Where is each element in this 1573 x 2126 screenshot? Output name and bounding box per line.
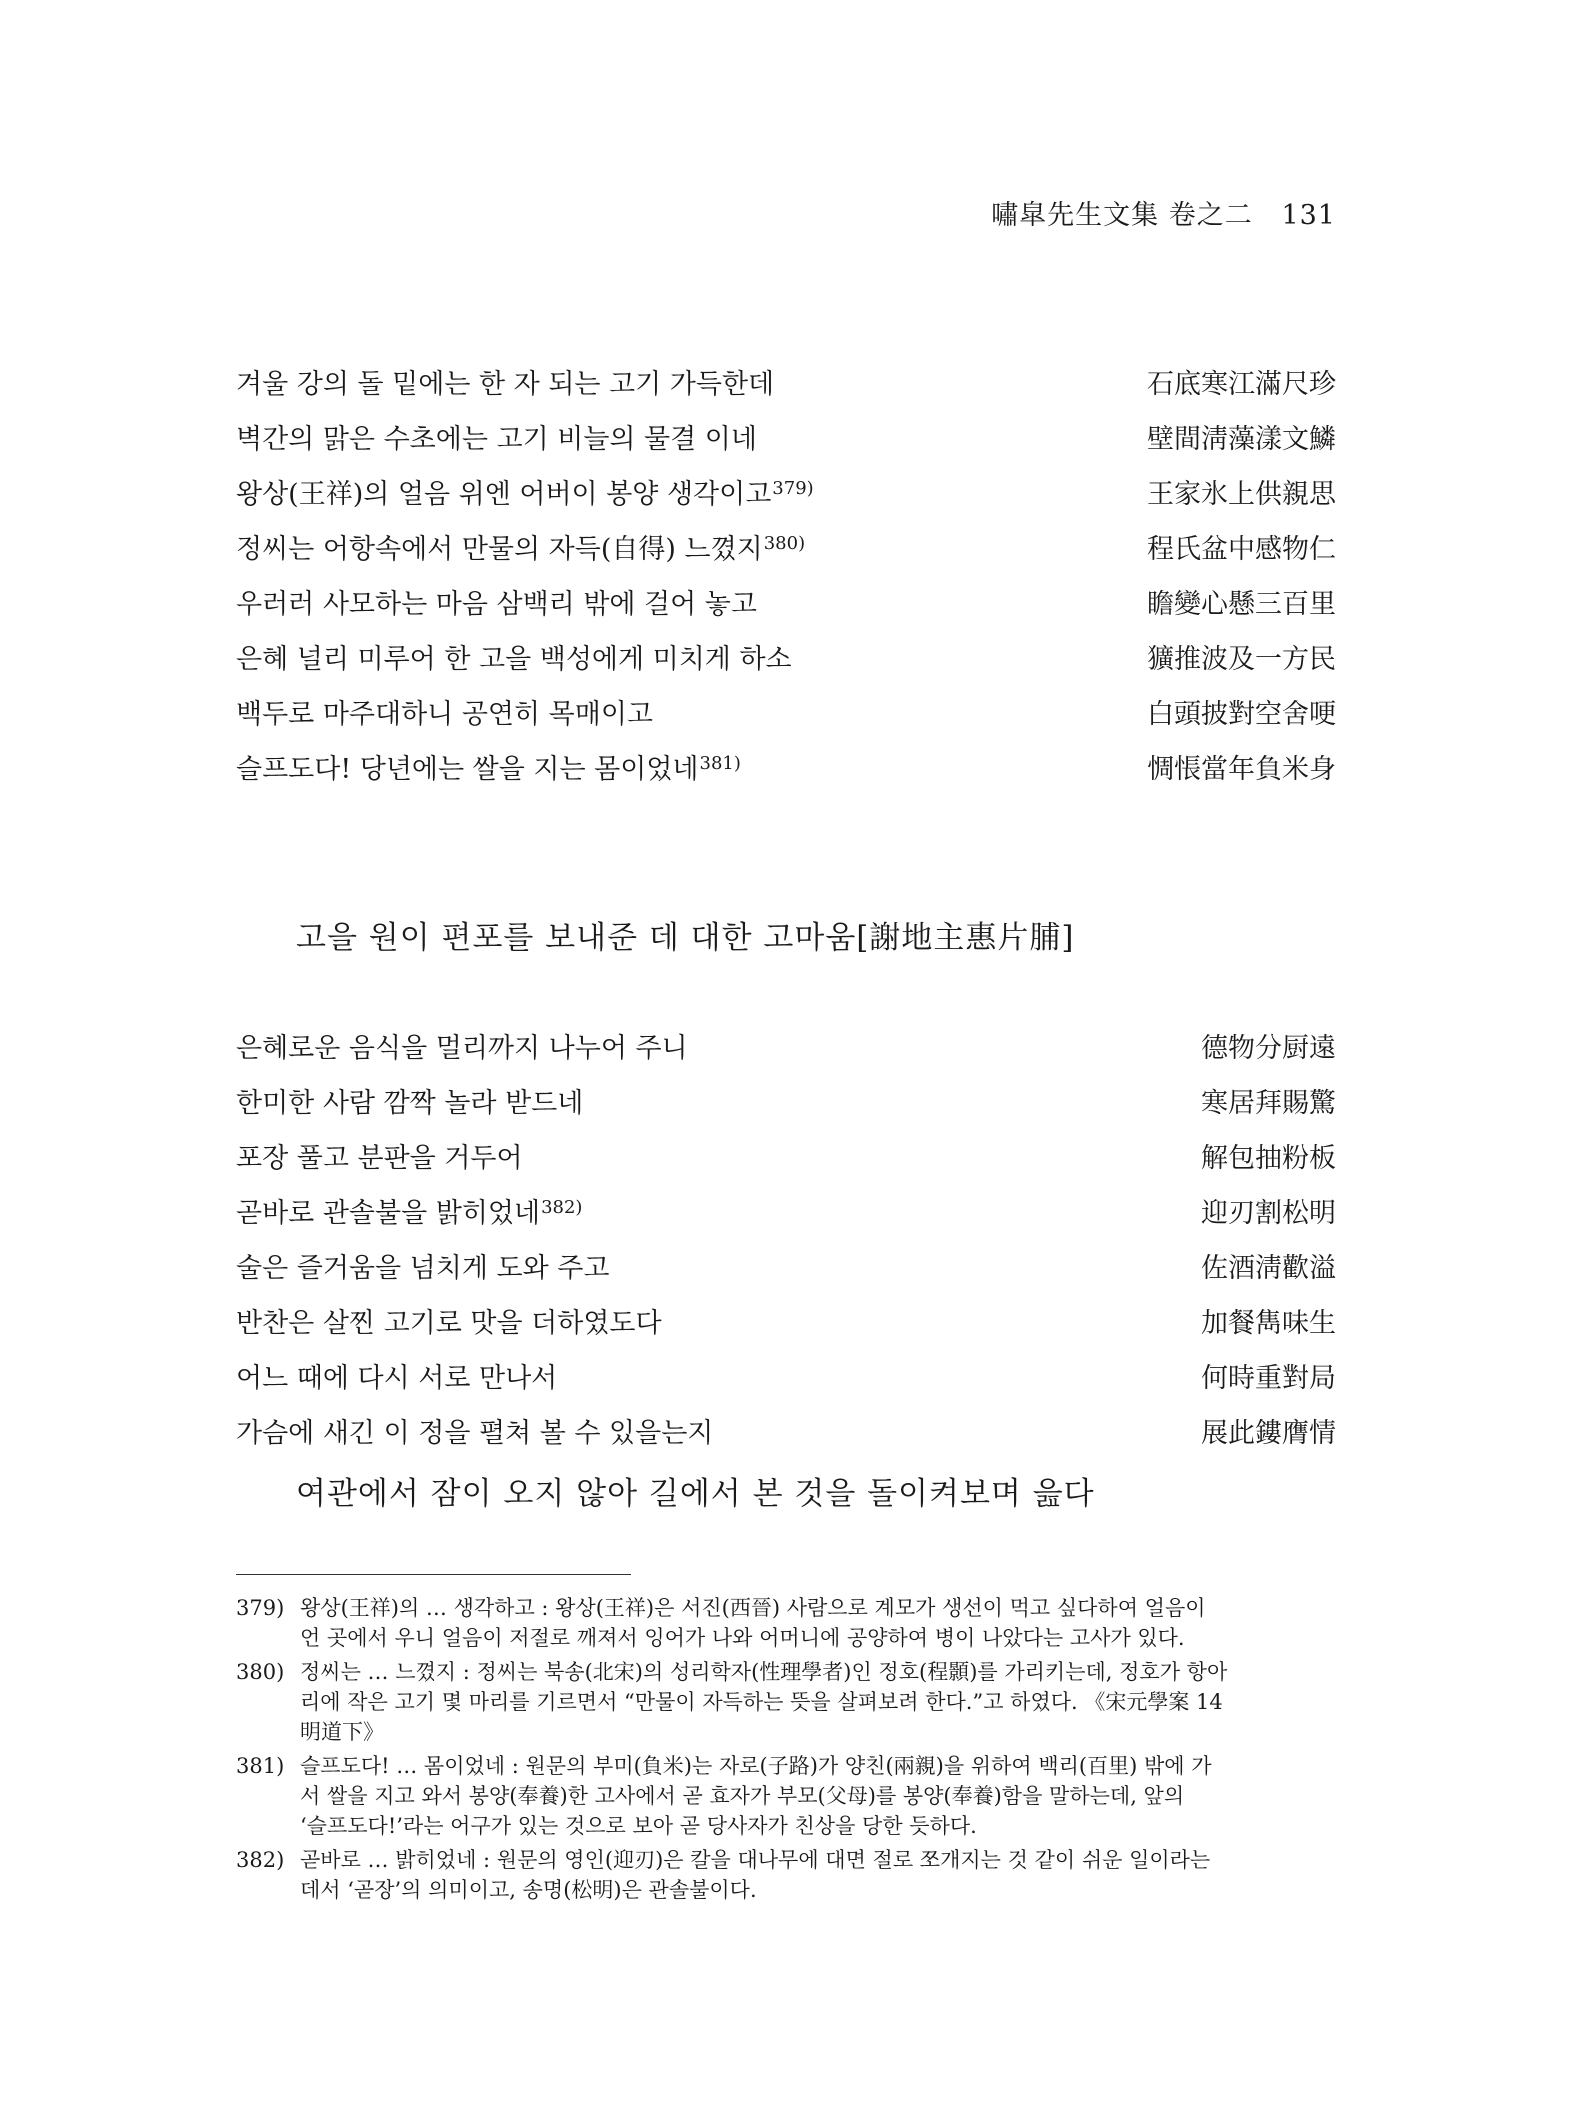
footnote-number: 380) [236,1660,285,1684]
korean-text: 정씨는 어항속에서 만물의 자득(自得) 느꼈지 [236,534,763,565]
footnote-line: 明道下》 [300,1720,384,1744]
korean-verse [236,1131,523,1186]
running-title: 嘯皐先生文集 卷之二 [991,200,1253,231]
korean-text: 은혜로운 음식을 멀리까지 나누어 주니 [236,1033,688,1064]
korean-verse [236,1351,557,1406]
footnote-ref: 380) [763,533,806,554]
hanja-verse: 王家氷上供親思 [1147,479,1336,510]
poem-block-2 [236,1021,1336,1461]
korean-text: 슬프도다! 당년에는 쌀을 지는 몸이었네 [236,754,699,785]
poem-line [236,1076,1336,1131]
hanja-verse: 程氏盆中感物仁 [1147,534,1336,565]
footnote [236,1845,1336,1905]
korean-text: 겨울 강의 돌 밑에는 한 자 되는 고기 가득한데 [236,369,775,400]
hanja-verse: 展此鏤膺情 [1201,1418,1336,1449]
poem-line [236,687,1336,742]
korean-text: 왕상(王祥)의 얼음 위엔 어버이 봉양 생각이고 [236,479,772,510]
korean-text: 가슴에 새긴 이 정을 펼쳐 볼 수 있을는지 [236,1418,714,1449]
poem-line [236,1186,1336,1241]
korean-text: 곧바로 관솔불을 밝히었네 [236,1198,541,1229]
korean-verse [236,412,757,467]
footnote-number: 379) [236,1596,285,1620]
footnote-body [300,1845,1336,1905]
poem-line [236,412,1336,467]
footnote-line: 언 곳에서 우니 얼음이 저절로 깨져서 잉어가 나와 어머니에 공양하여 병이 나았다는 고사가 있다. [300,1626,1185,1650]
korean-verse [236,1406,713,1461]
footnote-line: 정씨는 … 느꼈지 : 정씨는 북송(北宋)의 성리학자(性理學者)인 정호(程顥)를 가리키는데, 정호가 항아 [300,1660,1228,1684]
footnote-body [300,1751,1336,1841]
korean-verse [236,1021,688,1076]
korean-verse [236,577,757,632]
poem-line [236,357,1336,412]
korean-verse [236,687,653,742]
korean-text: 포장 풀고 분판을 거두어 [236,1143,523,1174]
korean-text: 우러러 사모하는 마음 삼백리 밖에 걸어 놓고 [236,589,757,620]
footnote-ref: 381) [699,753,741,774]
hanja-verse: 石底寒江滿尺珍 [1147,369,1336,400]
poem-block-1 [236,357,1336,797]
footnote-line: 곧바로 … 밝히었네 : 원문의 영인(迎刃)은 칼을 대나무에 대면 절로 쪼개지는 것 같이 쉬운 일이라는 [300,1848,1211,1872]
poem-line [236,1351,1336,1406]
hanja-verse: 瞻變心懸三百里 [1147,589,1336,620]
poem-line [236,522,1336,577]
hanja-verse: 壁間淸藻漾文鱗 [1147,424,1336,455]
footnote [236,1657,1336,1747]
footnote-rule [236,1574,631,1575]
korean-text: 백두로 마주대하니 공연히 목매이고 [236,699,653,730]
korean-text: 은혜 널리 미루어 한 고을 백성에게 미치게 하소 [236,644,792,675]
footnote-number: 382) [236,1848,285,1872]
footnote-ref: 382) [541,1197,583,1218]
poem-line [236,1131,1336,1186]
footnote-line: 슬프도다! … 몸이었네 : 원문의 부미(負米)는 자로(子路)가 양친(兩親)을 위하여 백리(百里) 밖에 가 [300,1754,1212,1778]
footnote-line: ‘슬프도다!’라는 어구가 있는 것으로 보아 곧 당사자가 친상을 당한 듯하다. [300,1814,977,1838]
hanja-verse: 何時重對局 [1201,1363,1336,1394]
korean-verse [236,357,774,412]
korean-verse [236,1241,609,1296]
poem-title-2: 여관에서 잠이 오지 않아 길에서 본 것을 돌이켜보며 읊다 [296,1476,1095,1512]
poem-line [236,577,1336,632]
footnote-body [300,1657,1336,1747]
footnotes [236,1593,1336,1909]
korean-verse [236,1296,662,1351]
hanja-verse: 德物分厨遠 [1201,1033,1336,1064]
korean-text: 술은 즐거움을 넘치게 도와 주고 [236,1253,610,1284]
page-number: 131 [1281,200,1336,231]
poem-line [236,1021,1336,1076]
poem-line [236,742,1336,797]
poem-line [236,632,1336,687]
poem-line [236,1241,1336,1296]
hanja-verse: 獷推波及一方民 [1147,644,1336,675]
poem-title-1: 고을 원이 편포를 보내준 데 대한 고마움[謝地主惠片脯] [296,920,1075,956]
korean-verse [236,742,741,800]
footnote-number: 381) [236,1754,285,1778]
footnote-body [300,1593,1336,1653]
hanja-verse: 惆悵當年負米身 [1147,754,1336,785]
korean-text: 반찬은 살찐 고기로 맛을 더하였도다 [236,1308,662,1339]
footnote-ref: 379) [772,478,814,499]
korean-verse [236,522,805,580]
running-header [991,193,1336,232]
hanja-verse: 佐酒淸歡溢 [1201,1253,1336,1284]
hanja-verse: 解包抽粉板 [1201,1143,1336,1174]
korean-verse [236,1186,582,1244]
korean-text: 어느 때에 다시 서로 만나서 [236,1363,558,1394]
poem-line [236,1406,1336,1461]
footnote-line: 데서 ‘곧장’의 의미이고, 송명(松明)은 관솔불이다. [300,1878,757,1902]
korean-verse [236,1076,583,1131]
hanja-verse: 寒居拜賜驚 [1201,1088,1336,1119]
footnote-line: 리에 작은 고기 몇 마리를 기르면서 “만물이 자득하는 뜻을 살펴보려 한다.”고 하였다. 《宋元學案 14 [300,1690,1223,1714]
hanja-verse: 加餐雋味生 [1201,1308,1336,1339]
footnote-line: 서 쌀을 지고 와서 봉양(奉養)한 고사에서 곧 효자가 부모(父母)를 봉양(奉養)함을 말하는데, 앞의 [300,1784,1185,1808]
hanja-verse: 迎刃割松明 [1201,1198,1336,1229]
footnote [236,1593,1336,1653]
korean-verse [236,632,792,687]
hanja-verse: 白頭披對空舍哽 [1147,699,1336,730]
korean-text: 벽간의 맑은 수초에는 고기 비늘의 물결 이네 [236,424,757,455]
korean-text: 한미한 사람 깜짝 놀라 받드네 [236,1088,584,1119]
footnote-line: 왕상(王祥)의 … 생각하고 : 왕상(王祥)은 서진(西晉) 사람으로 계모가 생선이 먹고 싶다하여 얼음이 [300,1596,1206,1620]
footnote [236,1751,1336,1841]
poem-line [236,1296,1336,1351]
poem-line [236,467,1336,522]
korean-verse [236,467,814,525]
